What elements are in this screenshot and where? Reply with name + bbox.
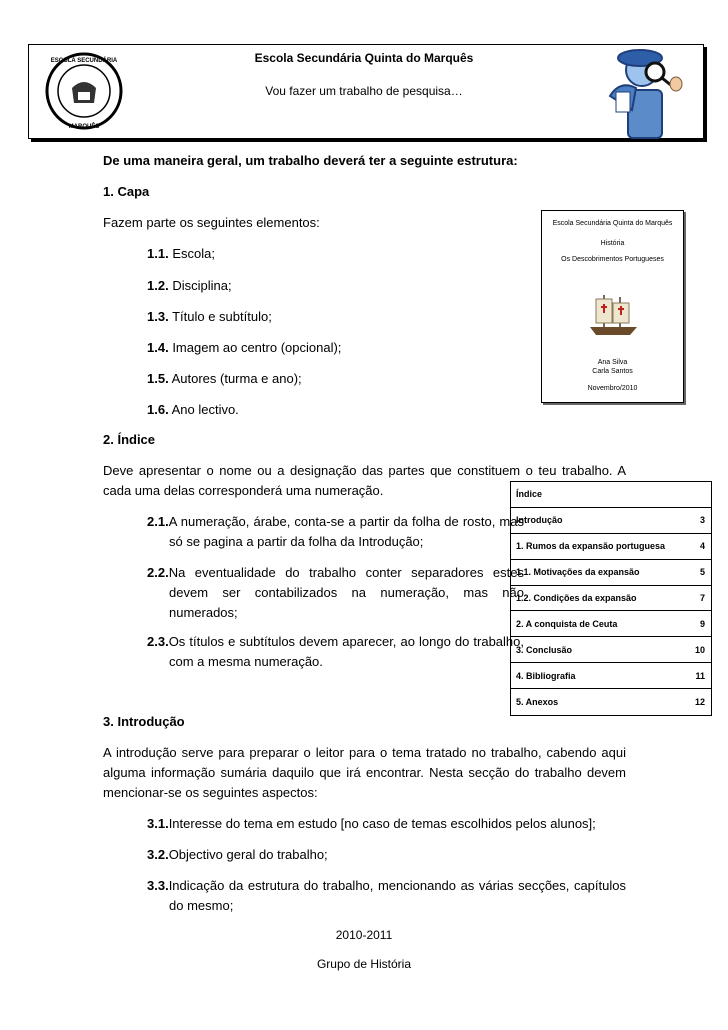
svg-text:MARQUÊS: MARQUÊS	[68, 124, 100, 130]
list-item	[147, 244, 215, 264]
toc-row-page: 9	[699, 618, 705, 629]
toc-row-label: 5. Anexos	[516, 697, 559, 708]
item-text: Objectivo geral do trabalho;	[168, 847, 328, 862]
toc-row-label: 3. Conclusão	[516, 644, 573, 655]
indice-lead: Deve apresentar o nome ou a designação das partes que constituem o teu trabalho. A cada uma delas corresponderá uma numeração.	[103, 463, 626, 498]
item-number: 3.1.	[147, 816, 169, 831]
toc-row	[511, 637, 711, 663]
toc-row-label: 1. Rumos da expansão portuguesa	[516, 541, 666, 552]
item-number: 2.3.	[147, 634, 169, 649]
item-text: Escola;	[172, 246, 215, 261]
list-item	[147, 876, 626, 916]
item-text: Imagem ao centro (opcional);	[172, 340, 342, 355]
caravel-ship-image	[542, 289, 683, 339]
list-item	[147, 845, 626, 865]
capa-lead: Fazem parte os seguintes elementos:	[103, 215, 320, 230]
header-subtitle: Vou fazer um trabalho de pesquisa…	[265, 84, 463, 98]
item-number: 1.3.	[147, 309, 169, 324]
list-item	[147, 307, 272, 327]
toc-row	[511, 611, 711, 637]
footer-group: Grupo de História	[316, 957, 412, 971]
toc-row-label: 4. Bibliografia	[516, 670, 576, 681]
item-text: Autores (turma e ano);	[171, 371, 302, 386]
toc-row-page: 11	[695, 670, 705, 681]
section-heading-indice: 2. Índice	[103, 432, 156, 447]
list-item	[147, 512, 524, 552]
item-text: Disciplina;	[172, 278, 232, 293]
list-item	[147, 369, 302, 389]
toc-row	[511, 586, 711, 612]
section-heading-introducao: 3. Introdução	[103, 714, 185, 729]
toc-row	[511, 663, 711, 689]
toc-row-label: Introdução	[516, 515, 563, 526]
svg-text:ESCOLA SECUNDÁRIA: ESCOLA SECUNDÁRIA	[50, 58, 118, 64]
item-text: Título e subtítulo;	[172, 309, 272, 324]
item-text: Na eventualidade do trabalho conter separadores estes devem ser contabilizados na numeração, mas não numerados;	[168, 565, 524, 620]
toc-title-row	[511, 482, 711, 508]
footer-year: 2010-2011	[335, 928, 393, 942]
toc-row	[511, 689, 711, 715]
list-item	[147, 814, 626, 834]
item-text: Ano lectivo.	[171, 402, 239, 417]
list-item	[147, 276, 232, 296]
toc-title: Índice	[516, 489, 543, 500]
item-number: 1.5.	[147, 371, 169, 386]
item-number: 3.3.	[147, 878, 169, 893]
item-number: 1.2.	[147, 278, 169, 293]
item-number: 3.2.	[147, 847, 169, 862]
item-number: 2.2.	[147, 565, 169, 580]
toc-row-page: 3	[699, 515, 705, 526]
school-name: Escola Secundária Quinta do Marquês	[254, 51, 474, 65]
toc-row-label: 1.1. Motivações da expansão	[516, 567, 640, 578]
item-number: 1.4.	[147, 340, 169, 355]
toc-row-label: 2. A conquista de Ceuta	[516, 618, 618, 629]
toc-row-page: 4	[699, 541, 705, 552]
item-text: Interesse do tema em estudo [no caso de temas escolhidos pelos alunos];	[168, 816, 596, 831]
item-number: 1.6.	[147, 402, 169, 417]
item-text: Indicação da estrutura do trabalho, mencionando as várias secções, capítulos do mesmo;	[168, 878, 626, 913]
list-item	[147, 400, 239, 420]
list-item	[147, 563, 524, 623]
toc-row-page: 10	[694, 644, 705, 655]
cover-date: Novembro/2010	[587, 385, 638, 392]
cover-author-2: Carla Santos	[592, 368, 633, 375]
list-item	[147, 338, 341, 358]
item-number: 2.1.	[147, 514, 169, 529]
cover-title: Os Descobrimentos Portugueses	[561, 256, 664, 263]
toc-row	[511, 534, 711, 560]
item-text: A numeração, árabe, conta-se a partir da folha de rosto, mas só se pagina a partir da folha da Introdução;	[168, 514, 524, 549]
cover-school: Escola Secundária Quinta do Marquês	[552, 220, 673, 227]
toc-row-page: 12	[694, 697, 705, 708]
toc-row	[511, 508, 711, 534]
cover-example	[541, 210, 684, 403]
toc-row	[511, 560, 711, 586]
toc-row-page: 5	[699, 567, 705, 578]
toc-example	[510, 481, 712, 716]
intro-line: De uma maneira geral, um trabalho deverá ter a seguinte estrutura:	[103, 153, 518, 168]
detective-cartoon-image	[580, 40, 700, 140]
item-text: Os títulos e subtítulos devem aparecer, ao longo do trabalho, com a mesma numeração.	[168, 634, 524, 669]
cover-author-1: Ana Silva	[597, 359, 628, 366]
section-heading-capa: 1. Capa	[103, 184, 150, 199]
cover-subject: História	[600, 240, 625, 247]
item-number: 1.1.	[147, 246, 169, 261]
toc-row-page: 7	[699, 593, 705, 603]
list-item	[147, 632, 524, 672]
toc-row-label: 1.2. Condições da expansão	[516, 593, 637, 603]
introducao-lead: A introdução serve para preparar o leitor para o tema tratado no trabalho, cabendo aqui alguma informação sumária daquilo que irá encontrar. Nesta secção do trabalho devem mencionar-se os seguintes aspectos:	[103, 745, 626, 800]
